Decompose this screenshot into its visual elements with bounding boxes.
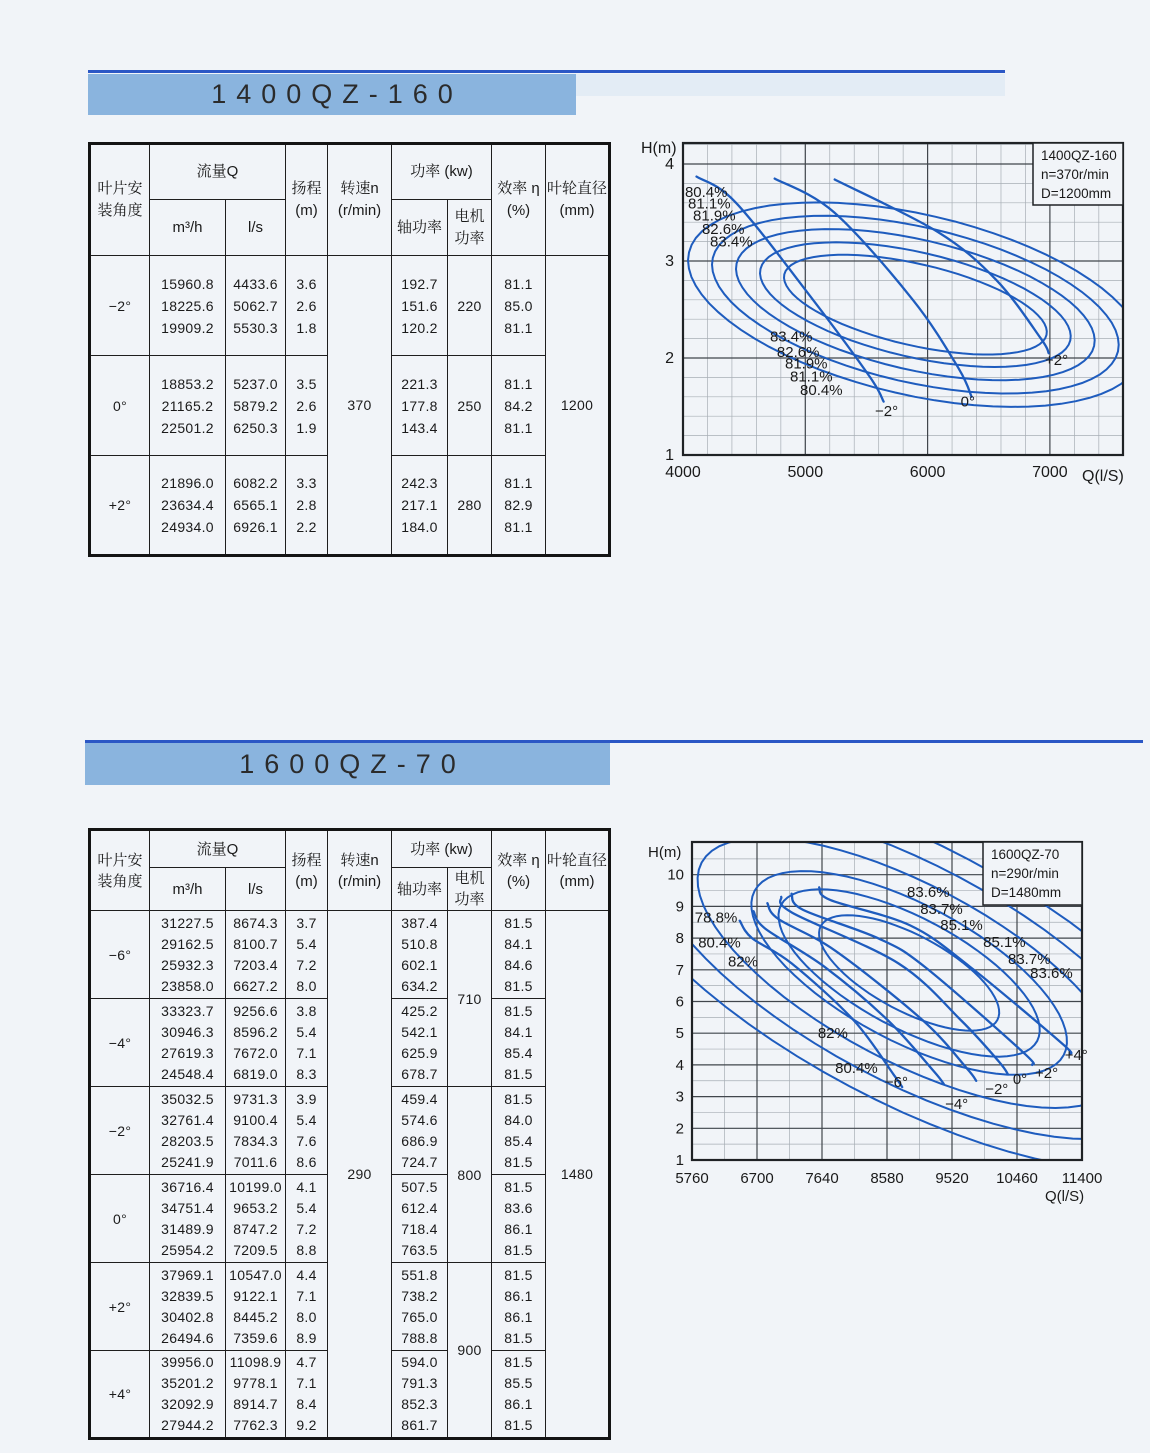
cell-shaft: 425.2 542.1 625.9 678.7 [392,999,448,1087]
section-title-bar-1600qz-70 [85,743,610,785]
angle-label: −6° [884,1074,909,1092]
header-power: 功率 (kw) [392,830,492,868]
x-axis-title: Q(l/S) [1082,468,1124,485]
y-axis-title: H(m) [648,844,682,861]
efficiency-label: 82% [817,1024,848,1042]
angle-label: 0° [1012,1070,1028,1088]
header-motor: 电机 功率 [448,200,492,256]
cell-eff: 81.5 84.1 84.6 81.5 [492,911,546,999]
header-ls: l/s [226,868,286,911]
x-tick-label: 7000 [1032,464,1068,481]
cell-eff: 81.1 82.9 81.1 [492,456,546,556]
x-axis-title: Q(l/S) [1045,1188,1085,1205]
efficiency-label: 85.1% [940,916,983,934]
cell-head: 4.4 7.1 8.0 8.9 [286,1263,328,1351]
info-box-line: n=290r/min [991,866,1059,881]
cell-speed: 290 [328,911,392,1439]
cell-eff: 81.5 84.0 85.4 81.5 [492,1087,546,1175]
cell-m3h: 35032.5 32761.4 28203.5 25241.9 [150,1087,226,1175]
cell-angle: −6° [90,911,150,999]
x-tick-label: 8580 [870,1170,904,1187]
performance-table-1600qz-70 [88,828,611,1440]
table-row-group [90,256,610,356]
info-box-line: D=1200mm [1041,186,1112,201]
cell-shaft: 594.0 791.3 852.3 861.7 [392,1351,448,1439]
efficiency-label: 82.6% [776,344,820,362]
header-eff: 效率 η (%) [492,144,546,256]
angle-label: +2° [1034,1064,1059,1082]
table-wrap-1600qz-70 [88,828,611,1440]
efficiency-label: 81.9% [784,355,828,373]
info-box-line: D=1480mm [991,885,1062,900]
cell-eff: 81.1 84.2 81.1 [492,356,546,456]
performance-table-1400qz-160 [88,142,611,557]
info-box-line: 1400QZ-160 [1041,148,1117,163]
y-axis-title: H(m) [641,140,677,157]
y-tick-label: 1 [665,447,674,464]
cell-eff: 81.5 86.1 86.1 81.5 [492,1263,546,1351]
angle-label: +2° [1045,351,1069,369]
y-tick-label: 9 [675,898,684,916]
x-tick-label: 5000 [787,464,824,481]
cell-head: 4.7 7.1 8.4 9.2 [286,1351,328,1439]
performance-chart-1400qz-160 [630,130,1150,500]
cell-head: 4.1 5.4 7.2 8.8 [286,1175,328,1263]
efficiency-label: 80.4% [835,1060,878,1078]
header-ls: l/s [226,200,286,256]
x-tick-label: 10460 [996,1170,1038,1187]
cell-ls: 10547.0 9122.1 8445.2 7359.6 [226,1263,286,1351]
y-tick-label: 2 [675,1120,684,1138]
header-head: 扬程 (m) [286,144,328,256]
y-tick-label: 1 [675,1152,684,1169]
efficiency-label: 83.4% [710,233,753,251]
efficiency-label: 83.6% [1030,965,1073,983]
cell-shaft: 507.5 612.4 718.4 763.5 [392,1175,448,1263]
y-tick-label: 2 [665,350,674,367]
header-power: 功率 (kw) [392,144,492,200]
blade-angle-curve [740,921,903,1087]
cell-ls: 6082.2 6565.1 6926.1 [226,456,286,556]
cell-shaft: 221.3 177.8 143.4 [392,356,448,456]
y-tick-label: 6 [675,993,684,1011]
info-box-line: 1600QZ-70 [991,847,1060,862]
cell-motor: 710 [448,911,492,1087]
cell-m3h: 31227.5 29162.5 25932.3 23858.0 [150,911,226,999]
cell-eff: 81.5 84.1 85.4 81.5 [492,999,546,1087]
header-flow: 流量Q [150,830,286,868]
x-tick-label: 11400 [1061,1170,1103,1187]
efficiency-label: 82.6% [701,220,745,238]
cell-ls: 5237.0 5879.2 6250.3 [226,356,286,456]
efficiency-label: 82% [727,953,758,971]
section-title-1400qz-160: 1400QZ-160 [211,79,463,109]
efficiency-label: 81.1% [688,195,731,213]
cell-ls: 11098.9 9778.1 8914.7 7762.3 [226,1351,286,1439]
efficiency-label: 80.4% [698,934,741,952]
header-speed: 转速n (r/min) [328,144,392,256]
header-impeller: 叶轮直径 (mm) [546,144,610,256]
header-motor: 电机 功率 [448,868,492,911]
efficiency-label: 81.9% [693,207,736,225]
header-shaft: 轴功率 [392,868,448,911]
x-tick-label: 4000 [665,464,701,481]
angle-label: −2° [985,1081,1009,1099]
angle-label: 0° [960,393,975,411]
cell-head: 3.9 5.4 7.6 8.6 [286,1087,328,1175]
cell-eff: 81.5 85.5 86.1 81.5 [492,1351,546,1439]
efficiency-label: 83.6% [907,883,950,901]
header-flow: 流量Q [150,144,286,200]
cell-ls: 9256.6 8596.2 7672.0 6819.0 [226,999,286,1087]
efficiency-label: 80.4% [800,381,843,399]
cell-head: 3.3 2.8 2.2 [286,456,328,556]
y-tick-label: 8 [675,930,684,948]
cell-m3h: 21896.0 23634.4 24934.0 [150,456,226,556]
efficiency-label: 83.7% [920,901,963,919]
cell-m3h: 15960.8 18225.6 19909.2 [150,256,226,356]
cell-m3h: 18853.2 21165.2 22501.2 [150,356,226,456]
header-impeller: 叶轮直径 (mm) [546,830,610,911]
cell-m3h: 33323.7 30946.3 27619.3 24548.4 [150,999,226,1087]
header-head: 扬程 (m) [286,830,328,911]
cell-ls: 8674.3 8100.7 7203.4 6627.2 [226,911,286,999]
cell-angle: +4° [90,1351,150,1439]
cell-ls: 10199.0 9653.2 8747.2 7209.5 [226,1175,286,1263]
header-angle: 叶片安 装角度 [90,830,150,911]
table-row-group [90,911,610,999]
y-tick-label: 5 [675,1025,684,1043]
cell-angle: 0° [90,356,150,456]
header-m3h: m³/h [150,868,226,911]
cell-impeller: 1200 [546,256,610,556]
cell-m3h: 36716.4 34751.4 31489.9 25954.2 [150,1175,226,1263]
header-m3h: m³/h [150,200,226,256]
y-tick-label: 7 [675,961,684,979]
cell-shaft: 551.8 738.2 765.0 788.8 [392,1263,448,1351]
efficiency-label: 83.4% [769,328,813,346]
title-bar-fade [576,74,1005,96]
header-eff: 效率 η (%) [492,830,546,911]
efficiency-label: 85.1% [983,933,1026,951]
info-box-line: n=370r/min [1041,167,1109,182]
y-tick-label: 10 [667,866,684,884]
cell-shaft: 242.3 217.1 184.0 [392,456,448,556]
x-tick-label: 7640 [805,1170,839,1187]
cell-ls: 9731.3 9100.4 7834.3 7011.6 [226,1087,286,1175]
efficiency-label: 78.8% [694,909,738,927]
cell-motor: 220 [448,256,492,356]
y-tick-label: 3 [665,253,674,270]
cell-speed: 370 [328,256,392,556]
y-tick-label: 4 [675,1056,684,1074]
cell-head: 3.7 5.4 7.2 8.0 [286,911,328,999]
cell-angle: −2° [90,1087,150,1175]
header-shaft: 轴功率 [392,200,448,256]
cell-motor: 900 [448,1263,492,1439]
cell-angle: −2° [90,256,150,356]
angle-label: +4° [1064,1047,1088,1065]
table-wrap-1400qz-160 [88,142,611,557]
cell-eff: 81.1 85.0 81.1 [492,256,546,356]
cell-angle: +2° [90,1263,150,1351]
title-divider-line-1 [88,70,1005,73]
angle-label: −2° [875,403,899,421]
header-speed: 转速n (r/min) [328,830,392,911]
cell-motor: 800 [448,1087,492,1263]
cell-angle: 0° [90,1175,150,1263]
cell-eff: 81.5 83.6 86.1 81.5 [492,1175,546,1263]
y-tick-label: 4 [665,156,674,173]
cell-shaft: 459.4 574.6 686.9 724.7 [392,1087,448,1175]
x-tick-label: 9520 [935,1170,969,1187]
blade-angle-curve [754,911,944,1084]
cell-shaft: 192.7 151.6 120.2 [392,256,448,356]
y-tick-label: 3 [675,1088,684,1106]
angle-label: −4° [945,1095,969,1113]
x-tick-label: 5760 [675,1170,709,1187]
cell-head: 3.5 2.6 1.9 [286,356,328,456]
efficiency-label: 81.1% [790,368,833,386]
cell-m3h: 39956.0 35201.2 32092.9 27944.2 [150,1351,226,1439]
x-tick-label: 6000 [909,464,946,481]
cell-shaft: 387.4 510.8 602.1 634.2 [392,911,448,999]
cell-angle: +2° [90,456,150,556]
efficiency-label: 83.7% [1008,951,1051,969]
cell-motor: 280 [448,456,492,556]
efficiency-label: 80.4% [684,183,728,201]
cell-motor: 250 [448,356,492,456]
section-title-bar-1400qz-160 [88,74,576,115]
cell-head: 3.6 2.6 1.8 [286,256,328,356]
cell-impeller: 1480 [546,911,610,1439]
x-tick-label: 6700 [740,1170,774,1187]
performance-chart-1600qz-70 [630,820,1150,1220]
cell-head: 3.8 5.4 7.1 8.3 [286,999,328,1087]
cell-angle: −4° [90,999,150,1087]
cell-ls: 4433.6 5062.7 5530.3 [226,256,286,356]
section-title-1600qz-70: 1600QZ-70 [239,748,466,779]
cell-m3h: 37969.1 32839.5 30402.8 26494.6 [150,1263,226,1351]
header-angle: 叶片安 装角度 [90,144,150,256]
